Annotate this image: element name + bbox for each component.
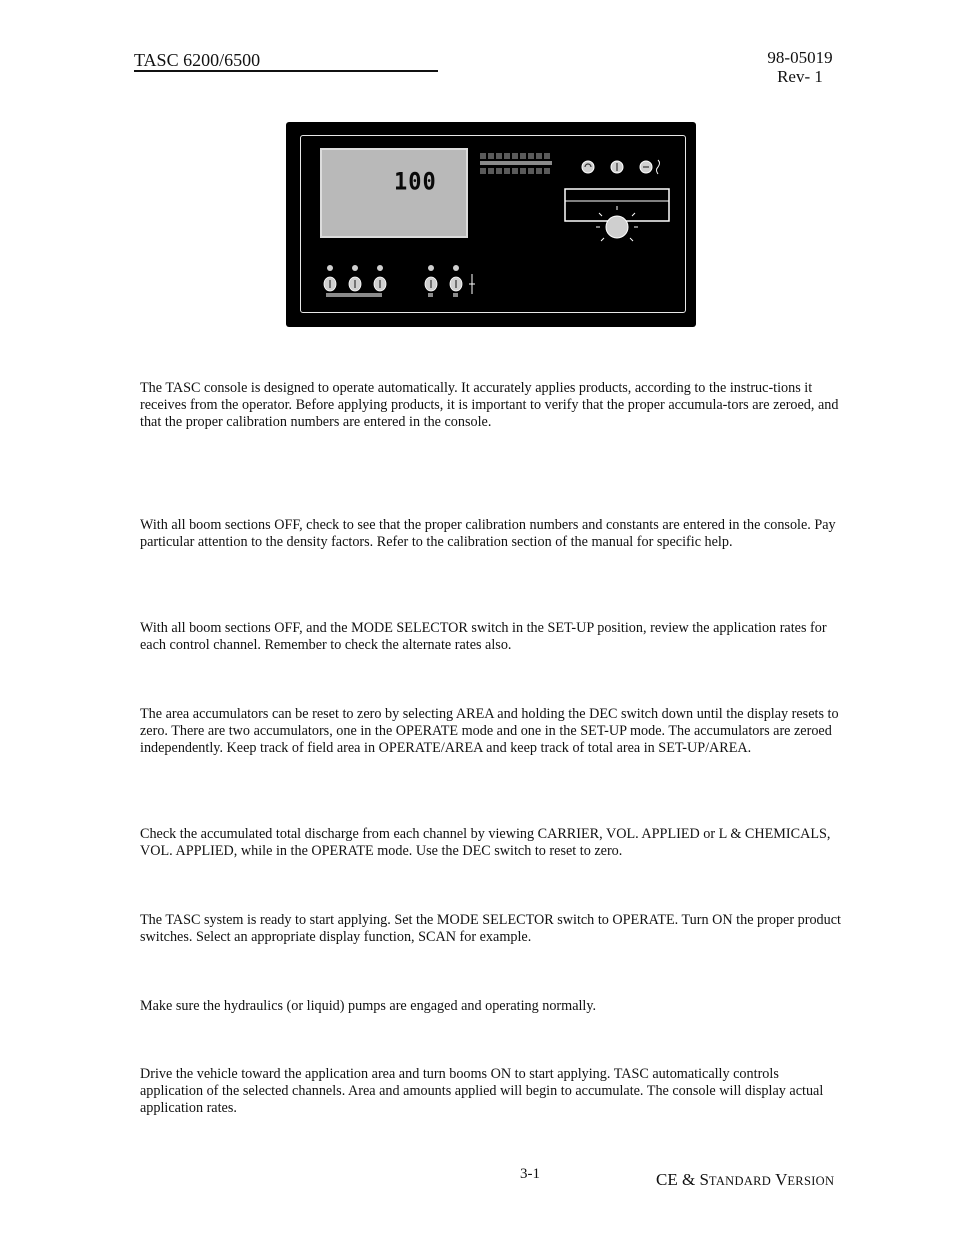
console-display-value: 100 (394, 168, 437, 197)
rate-selector (562, 186, 672, 248)
paragraph-rates: With all boom sections OFF, and the MODE SELECTOR switch in the SET-UP position, review the application rates for each control channel. Remember to check the alternate rates also. (140, 620, 827, 654)
doc-revision: Rev- 1 (777, 67, 823, 86)
paragraph-volume: Check the accumulated total discharge from each channel by viewing CARRIER, VOL. APPLIED or L & CHEMICALS, VOL. APPLIED, while in the OPERATE mode. Use the DEC switch to reset to zero. (140, 826, 831, 860)
header-doc-info (740, 48, 860, 86)
doc-number: 98-05019 (767, 48, 833, 67)
paragraph-intro: The TASC console is designed to operate automatically. It accurately applies products, according to the instruc-tions it receives from the operator. Before applying products, it is important to verify that the proper accumula-tors are zeroed, and that the proper calibration numbers are entered in the console. (140, 380, 839, 431)
led-indicator-array (478, 150, 558, 180)
paragraph-drive: Drive the vehicle toward the application area and turn booms ON to start applying. TASC automatically controls application of the selected channels. Area and amounts applied will begin to accumulate. The console will display actual application rates. (140, 1066, 824, 1117)
header-model: TASC 6200/6500 (134, 50, 438, 72)
page-number: 3-1 (520, 1166, 540, 1182)
version-label: CE & STANDARD VERSION (656, 1170, 835, 1189)
paragraph-start-applying: The TASC system is ready to start applying. Set the MODE SELECTOR switch to OPERATE. Turn ON the proper product switches. Select an appropriate display function, SCAN for example. (140, 912, 841, 946)
paragraph-pumps: Make sure the hydraulics (or liquid) pumps are engaged and operating normally. (140, 998, 597, 1014)
mode-switch-group (578, 156, 668, 182)
boom-switch-group (318, 262, 488, 302)
paragraph-area-accumulators: The area accumulators can be reset to zero by selecting AREA and holding the DEC switch down until the display resets to zero. There are two accumulators, one in the OPERATE mode and one in the SET-UP mode. The accumulators are zeroed independently. Keep track of field area in OPERATE/AREA and keep track of total area in SET-UP/AREA. (140, 706, 839, 757)
paragraph-calibration: With all boom sections OFF, check to see that the proper calibration numbers and constants are entered in the console. Pay particular attention to the density factors. Refer to the calibration section of the manual for specific help. (140, 517, 836, 551)
